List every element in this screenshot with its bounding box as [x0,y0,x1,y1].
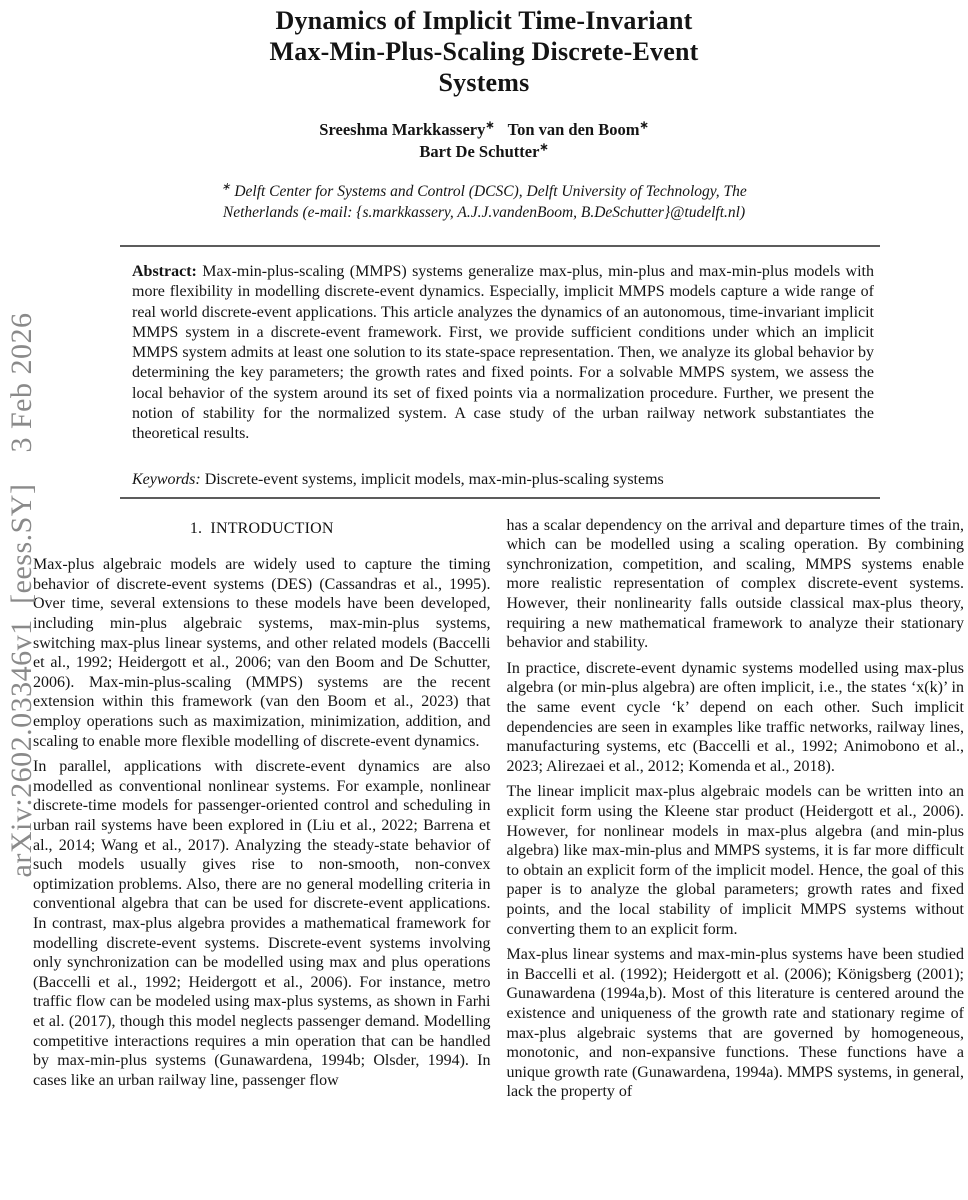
authors-row [0,141,968,163]
paper-title-line: Max-Min-Plus-Scaling Discrete-Event [269,37,699,66]
abstract-text: Max-min-plus-scaling (MMPS) systems generalize max-plus, min-plus and max-min-plus models with more flexibility in modelling discrete-event dynamics. Especially, implicit MMPS models capture a wide range of real world discrete-event applications. This article analyzes the dynamics of an autonomous, time-invariant implicit MMPS system in a discrete-event framework. First, we provide sufficient conditions under which an implicit MMPS system admits at least one solution to its state-space representation. Then, we analyze its global behavior by determining the key parameters; the growth rates and fixed points. For a solvable MMPS system, we assess the local behavior of the system around its set of fixed points via a normalization procedure. Further, we present the notion of stability for the normalized system. A case study of the urban railway network substantiates the theoretical results. [132,263,874,443]
intro-right-column [507,516,965,1108]
authors-block [0,119,968,163]
authors-row [0,119,968,141]
author-name [319,120,494,139]
paragraph: has a scalar dependency on the arrival and departure times of the train, which can be modelled using a scaling operation. By combining synchronization, competition, and scaling, MMPS systems enable more realistic representation of complex discrete-event systems. However, their nonlinearity falls outside classical max-plus theory, requiring a new mathematical framework to analyze their stationary behavior and stability. [506,516,964,652]
author-footnote-mark: ∗ [485,119,495,132]
author-name-text: Bart De Schutter [419,142,540,161]
affiliation-footnote-mark: ∗ [221,180,231,193]
paper-title-line: Systems [438,68,530,97]
affiliation [184,182,784,223]
abstract-top-rule [120,245,880,247]
abstract-label: Abstract: [132,263,197,280]
paragraph: In parallel, applications with discrete-event dynamics are also modelled as conventional nonlinear systems. For example, nonlinear discrete-time models for passenger-oriented control and scheduling in urban rail systems have been explored in (Liu et al., 2022; Barrena et al., 2014; Wang et al., 2017). Analyzing the steady-state behavior of such models usually gives rise to non-smooth, non-convex optimization problems. Also, there are no general modelling criteria in conventional algebra that can be used for discrete-event applications. In contrast, max-plus algebra provides a mathematical framework for modelling discrete-event systems. Discrete-event systems involving only synchronization can be modelled using max and plus operations (Baccelli et al., 1992; Heidergott et al., 2006). For instance, metro traffic flow can be modeled using max-plus systems, as shown in Farhi et al. (2017), though this model neglects passenger demand. Modelling competitive interactions requires a min operation that can be handled by max-min-plus systems (Gunawardena, 1994b; Olsder, 1994). In cases like an urban railway line, passenger flow [33,758,491,1089]
keywords-label: Keywords: [132,470,201,488]
paper-header [0,0,968,223]
affiliation-text: Delft Center for Systems and Control (DCSC), Delft University of Technology, The Netherlands (e-mail: {s.markkassery, A.J.J.vandenBoom, B.DeSchutter}@tudelft.nl) [222,183,747,221]
keywords [132,470,874,490]
paragraph: In practice, discrete-event dynamic systems modelled using max-plus algebra (or min-plus algebra) are often implicit, i.e., the states ‘x(k)’ in the same event cycle ‘k’ depend on each other. Such implicit dependencies are seen in examples like traffic networks, railway lines, manufacturing systems, etc (Baccelli et al., 1992; Animobono et al., 2023; Alirezaei et al., 2012; Komenda et al., 2018). [506,659,964,775]
paper-title-line: Dynamics of Implicit Time-Invariant [275,6,693,35]
paper-title [0,5,968,98]
keywords-bottom-rule [120,497,880,499]
abstract [132,262,874,445]
author-name-text: Ton van den Boom [507,120,640,139]
author-name-text: Sreeshma Markkassery [319,120,486,139]
paragraph: Max-plus algebraic models are widely used to capture the timing behavior of discrete-event systems (DES) (Cassandras et al., 1995). Over time, several extensions to these models have been developed, including min-plus algebraic systems, max-min-plus systems, switching max-plus linear systems, and other related models (Baccelli et al., 1992; Heidergott et al., 2006; van den Boom and De Schutter, 2006). Max-min-plus-scaling (MMPS) systems are the recent extension within this framework (van den Boom et al., 2023) that employ operations such as maximization, minimization, addition, and scaling to enable more flexible modelling of discrete-event dynamics. [33,556,491,750]
author-footnote-mark: ∗ [639,119,649,132]
two-column-body [33,516,964,1108]
arxiv-watermark: arXiv:2602.03346v1 [eess.SY] 3 Feb 2026 [5,312,38,878]
section-heading-introduction: 1. INTRODUCTION [189,519,334,537]
author-name [419,142,548,161]
paragraph: Max-plus linear systems and max-min-plus systems have been studied in Baccelli et al. (1992); Heidergott et al. (2006); Königsberg (2001); Gunawardena (1994a,b). Most of this literature is centered around the existence and uniqueness of the growth rate and stationary regime of max-plus algebraic systems that are governed by homogeneous, monotonic, and non-expansive functions. These functions have a unique growth rate (Gunawardena, 1994a). MMPS systems, in general, lack the property of [506,946,964,1101]
intro-left-column [33,516,491,1108]
paragraph: The linear implicit max-plus algebraic models can be written into an explicit form using the Kleene star product (Heidergott et al., 2006). However, for nonlinear models in max-plus algebra (and min-plus algebra) like max-min-plus and MMPS systems, it is far more difficult to obtain an explicit form of the implicit model. Hence, the goal of this paper is to analyze the global parameters; growth rates and fixed points, and the local stability of implicit MMPS systems without converting them to an explicit form. [506,783,964,938]
author-footnote-mark: ∗ [539,141,549,154]
keywords-text: Discrete-event systems, implicit models, max-min-plus-scaling systems [200,470,664,488]
author-name [508,120,649,139]
